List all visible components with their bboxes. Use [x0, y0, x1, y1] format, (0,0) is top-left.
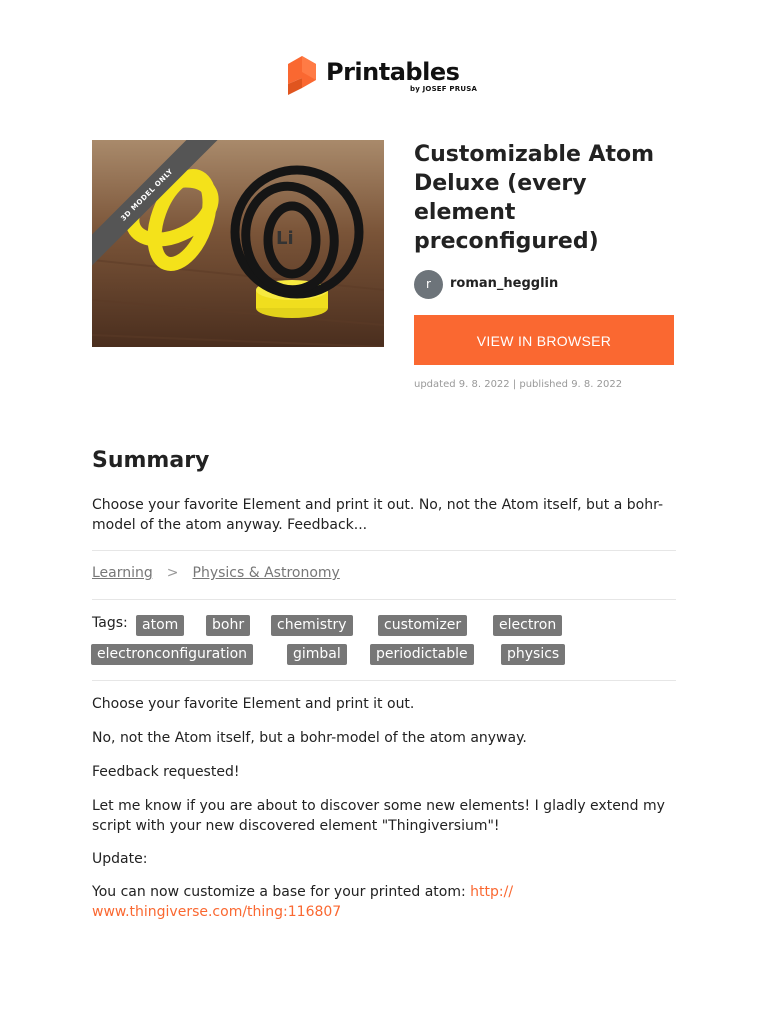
svg-text:Li: Li — [276, 228, 294, 249]
printables-mark-icon — [286, 54, 318, 96]
tag-electronconfiguration[interactable]: electronconfiguration — [91, 644, 253, 665]
description-paragraph: Feedback requested! — [92, 764, 240, 780]
description-paragraph: Let me know if you are about to discover some new elements! I gladly extend my script with your new discovered element "Thingiversium"! — [92, 798, 665, 834]
tag-gimbal[interactable]: gimbal — [287, 644, 347, 665]
divider — [92, 599, 676, 600]
tags-label: Tags: — [92, 615, 128, 631]
description-paragraph: No, not the Atom itself, but a bohr-model of the atom anyway. — [92, 730, 527, 746]
model-dates: updated 9. 8. 2022 | published 9. 8. 2022 — [414, 379, 623, 390]
avatar: r — [414, 270, 443, 299]
breadcrumb-separator: > — [166, 565, 179, 581]
breadcrumb-learning[interactable]: Learning — [92, 565, 153, 581]
link-line-2: www.thingiverse.com/thing:116807 — [92, 903, 342, 920]
tag-physics[interactable]: physics — [501, 644, 565, 665]
description-paragraph — [92, 883, 682, 922]
tag-chemistry[interactable]: chemistry — [271, 615, 353, 636]
brand-tagline: by JOSEF PRUSA — [410, 85, 478, 93]
tag-bohr[interactable]: bohr — [206, 615, 250, 636]
model-title: Customizable Atom Deluxe (every element preconfigured) — [414, 142, 655, 254]
breadcrumb — [92, 565, 340, 581]
brand-name: Printables — [326, 58, 460, 86]
divider — [92, 680, 676, 681]
view-in-browser-button[interactable]: VIEW IN BROWSER — [414, 315, 674, 365]
breadcrumb-physics-astronomy[interactable]: Physics & Astronomy — [192, 565, 340, 581]
link-line-1: http:// — [470, 884, 514, 900]
tag-periodictable[interactable]: periodictable — [370, 644, 474, 665]
model-image[interactable] — [92, 140, 384, 347]
divider — [92, 550, 676, 551]
model-badge: 3D MODEL ONLY — [92, 140, 222, 270]
description-paragraph: Choose your favorite Element and print it out. — [92, 696, 415, 712]
tag-electron[interactable]: electron — [493, 615, 562, 636]
author-name: roman_hegglin — [450, 276, 559, 291]
model-photo — [92, 140, 384, 347]
description-text: You can now customize a base for your printed atom: — [92, 884, 471, 900]
summary-heading: Summary — [92, 448, 210, 473]
summary-text: Choose your favorite Element and print it out. No, not the Atom itself, but a bohr-model of the atom anyway. Feedback... — [92, 497, 664, 533]
description-paragraph: Update: — [92, 851, 148, 867]
tag-atom[interactable]: atom — [136, 615, 184, 636]
tag-customizer[interactable]: customizer — [378, 615, 467, 636]
printables-logo[interactable] — [286, 54, 486, 96]
